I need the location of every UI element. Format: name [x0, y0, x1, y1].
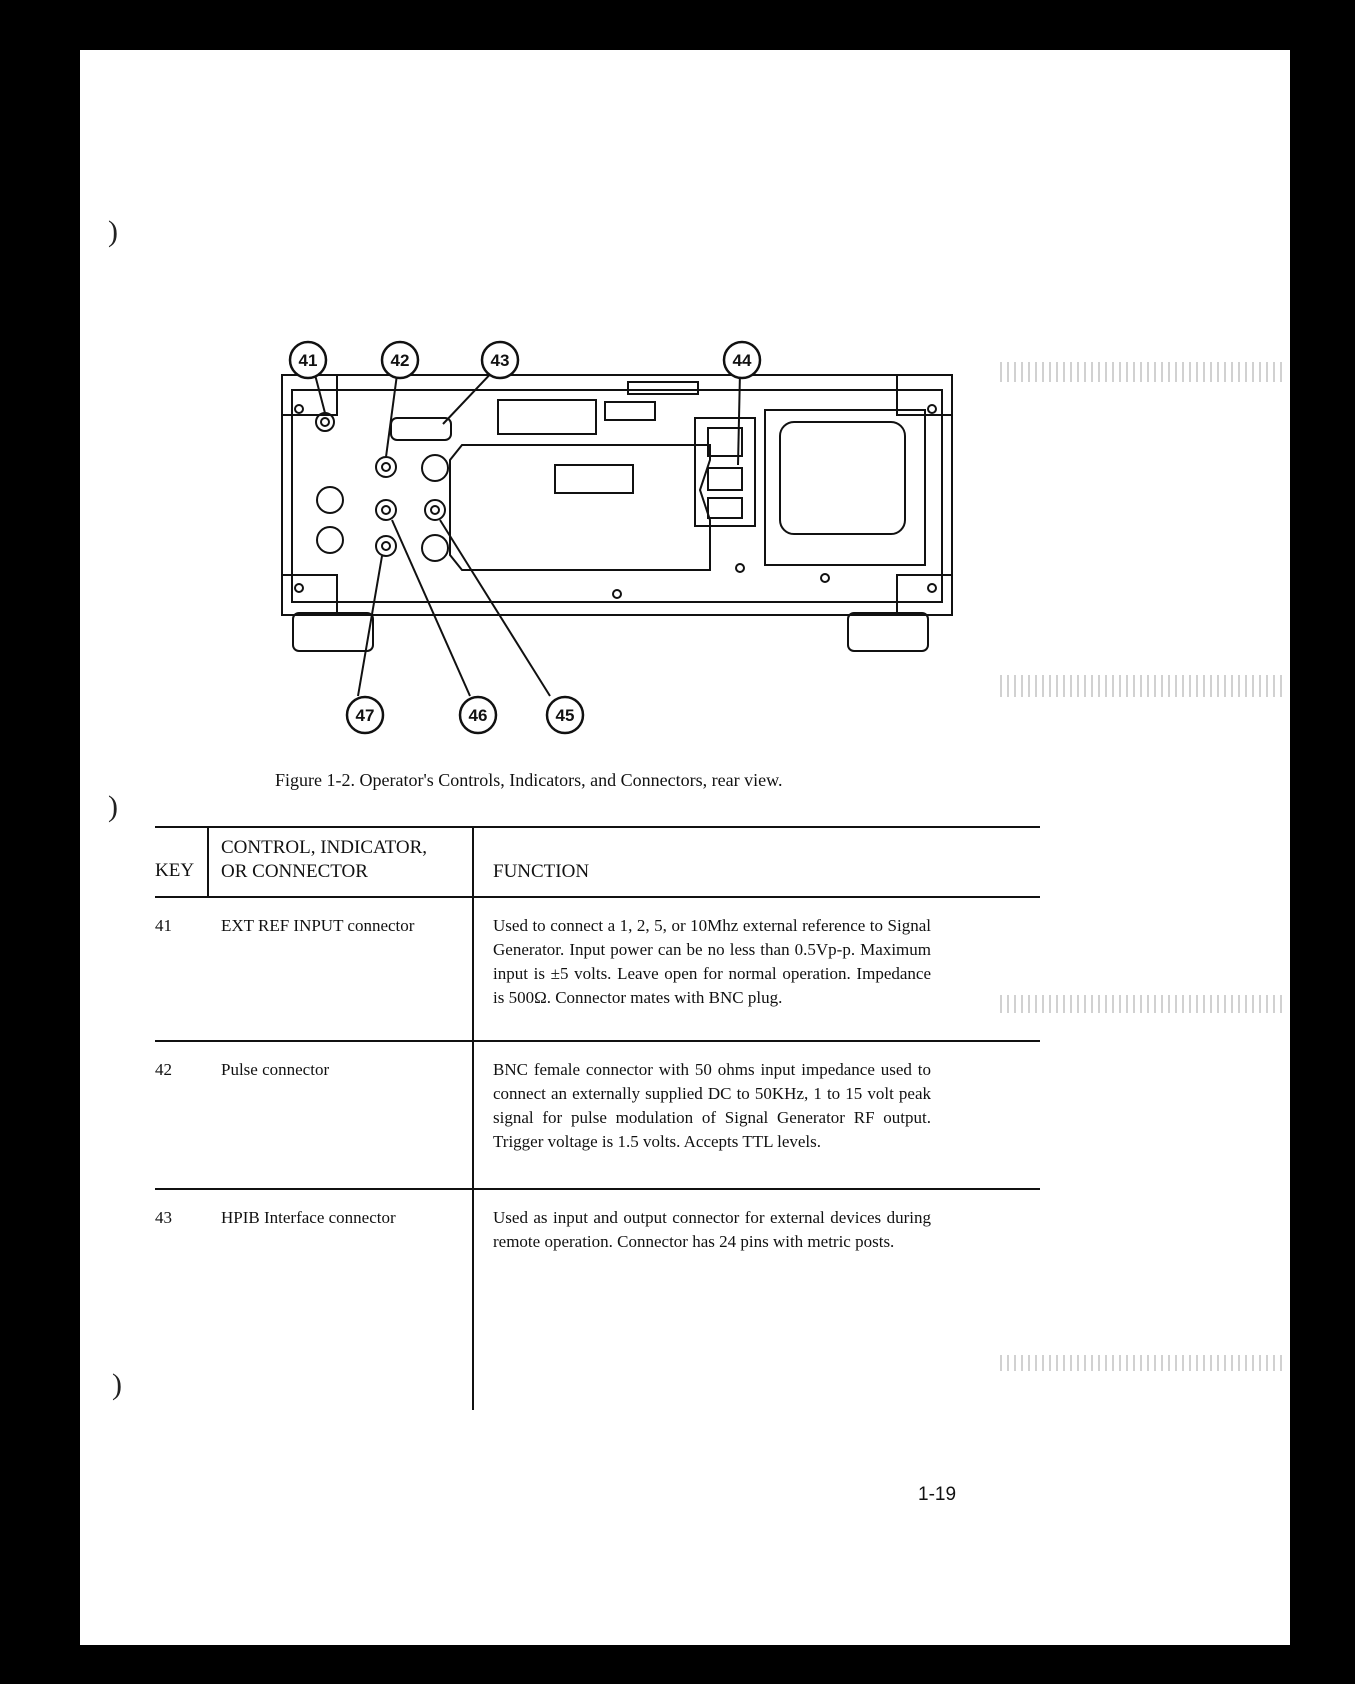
table-rule [155, 1040, 1040, 1042]
pulse-bnc [376, 457, 396, 477]
row-control: EXT REF INPUT connector [221, 916, 415, 935]
callout-label: 45 [555, 706, 575, 725]
warning-label [498, 400, 596, 434]
binding-mark: ) [112, 1368, 122, 1401]
table-rule [155, 1188, 1040, 1190]
row-key: 41 [155, 916, 172, 935]
corner-bracket [282, 575, 337, 615]
binding-mark: ) [108, 215, 118, 248]
figure-caption: Figure 1-2. Operator's Controls, Indicators, and Connectors, rear view. [275, 770, 783, 790]
row-function: BNC female connector with 50 ohms input impedance used to connect an externally supplied DC to 50KHz, 1 to 15 volt peak signal for pulse modulation of Signal Generator RF output. Trigger voltage is 1.5 volts. Accepts TTL levels. [493, 1060, 931, 1151]
scan-noise [1000, 675, 1285, 697]
row-function: Used to connect a 1, 2, 5, or 10Mhz external reference to Signal Generator. Input power can be no less than 0.5Vp-p. Maximum input is ±5 volts. Leave open for normal operation. Impedance is 500Ω. Connector mates with BNC plug. [493, 916, 931, 1007]
header-control: OR CONNECTOR [221, 861, 368, 882]
power-entry-module [695, 418, 755, 526]
binding-mark: ) [108, 790, 118, 823]
callout-label: 47 [355, 706, 375, 725]
row-key: 43 [155, 1208, 172, 1227]
column-divider [472, 826, 474, 1410]
scan-noise [1000, 995, 1285, 1013]
right-foot [848, 613, 928, 651]
fan-housing [765, 410, 925, 565]
table-rule [155, 826, 1040, 828]
header-control: CONTROL, INDICATOR, [221, 837, 428, 858]
callout-label: 44 [732, 351, 752, 370]
column-divider [207, 826, 209, 896]
caution-label [555, 465, 633, 493]
header-function: FUNCTION [493, 861, 590, 882]
bnc-45 [425, 500, 445, 520]
row-key: 42 [155, 1060, 172, 1079]
row-function: Used as input and output connector for external devices during remote operation. Connector has 24 pins with metric posts. [493, 1208, 931, 1251]
row-control: HPIB Interface connector [221, 1208, 396, 1227]
bnc-47 [376, 536, 396, 556]
table-rule [155, 896, 1040, 898]
hpib-connector [391, 418, 451, 440]
callout-label: 43 [490, 351, 510, 370]
header-key: KEY [155, 860, 195, 881]
rear-panel-figure [180, 300, 980, 800]
fan-grille [780, 422, 905, 534]
page-number: 1-19 [918, 1484, 957, 1505]
corner-bracket [282, 375, 337, 415]
callout-label: 41 [298, 351, 318, 370]
center-cover-plate [450, 445, 710, 570]
scan-noise [1000, 362, 1285, 382]
left-foot [293, 613, 373, 651]
bnc-46 [376, 500, 396, 520]
callout-label: 46 [468, 706, 488, 725]
callout-label: 42 [390, 351, 410, 370]
row-control: Pulse connector [221, 1060, 330, 1079]
corner-bracket [897, 575, 952, 615]
scan-noise [1000, 1355, 1285, 1371]
document-page [80, 50, 1290, 1645]
